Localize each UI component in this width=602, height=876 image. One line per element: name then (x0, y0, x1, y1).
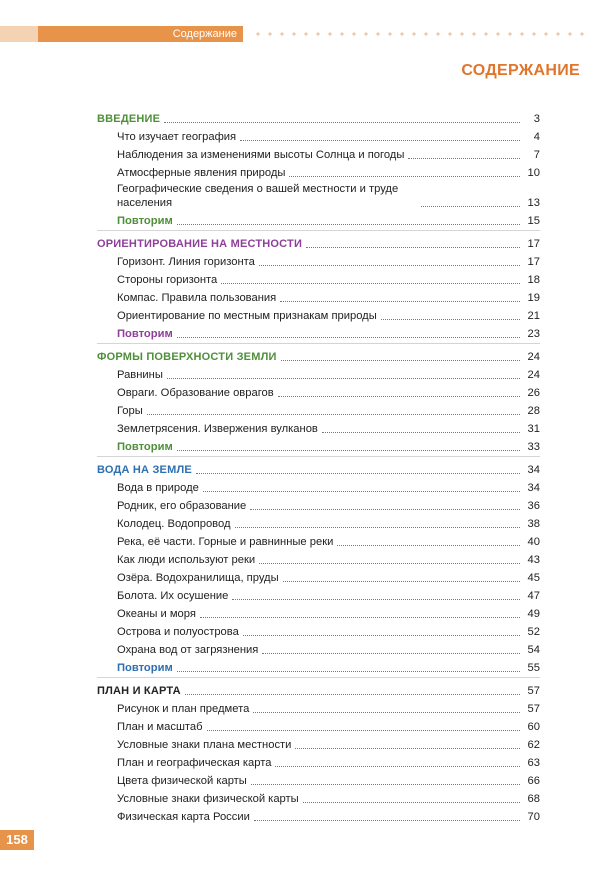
toc-entry[interactable] (97, 770, 540, 788)
dot-leader (240, 140, 520, 141)
toc-entry[interactable] (97, 269, 540, 287)
dot-leader (381, 319, 520, 320)
section-heading[interactable] (97, 680, 540, 698)
toc-entry-page: 7 (533, 149, 540, 161)
toc-entry-label: Землетрясения. Извержения вулканов (117, 423, 318, 435)
toc-entry[interactable] (97, 180, 540, 210)
section-heading[interactable] (97, 346, 540, 364)
section-heading-page: 3 (533, 113, 540, 125)
dot-leader (177, 224, 520, 225)
toc-entry[interactable] (97, 364, 540, 382)
toc-entry-page: 18 (527, 274, 540, 286)
toc-entry-page: 62 (527, 739, 540, 751)
dot-leader (232, 599, 520, 600)
table-of-contents (97, 106, 540, 826)
toc-entry-label: Компас. Правила пользования (117, 292, 277, 304)
review-entry-page: 15 (527, 215, 540, 227)
dot-leader (203, 491, 520, 492)
toc-entry[interactable] (97, 639, 540, 657)
dot-leader (281, 360, 520, 361)
dot-leader (280, 301, 520, 302)
section-heading-label: ПЛАН И КАРТА (97, 685, 181, 697)
toc-entry-label: План и масштаб (117, 721, 203, 733)
dot-leader (235, 527, 520, 528)
toc-entry-label: Вода в природе (117, 482, 199, 494)
toc-entry-page: 70 (527, 811, 540, 823)
dot-leader (243, 635, 520, 636)
toc-entry-page: 26 (527, 387, 540, 399)
toc-entry[interactable] (97, 788, 540, 806)
section-heading[interactable] (97, 459, 540, 477)
dot-leader (254, 820, 520, 821)
toc-entry-page: 43 (527, 554, 540, 566)
toc-entry-page: 10 (527, 167, 540, 179)
toc-entry[interactable] (97, 567, 540, 585)
toc-entry-page: 4 (533, 131, 540, 143)
toc-entry-label: План и географическая карта (117, 757, 272, 769)
section-heading-label: ОРИЕНТИРОВАНИЕ НА МЕСТНОСТИ (97, 238, 303, 250)
review-entry[interactable] (97, 657, 540, 675)
review-entry-label: Повторим (117, 328, 173, 340)
toc-entry[interactable] (97, 126, 540, 144)
dot-leader (207, 730, 520, 731)
dot-leader (147, 414, 520, 415)
toc-entry-page: 21 (527, 310, 540, 322)
toc-entry-page: 38 (527, 518, 540, 530)
toc-entry[interactable] (97, 698, 540, 716)
toc-entry-page: 40 (527, 536, 540, 548)
toc-entry-label: Горизонт. Линия горизонта (117, 256, 255, 268)
dot-leader (275, 766, 520, 767)
section-heading-page: 17 (527, 238, 540, 250)
toc-entry-page: 34 (527, 482, 540, 494)
toc-entry-label: Условные знаки физической карты (117, 793, 299, 805)
toc-entry-label: Охрана вод от загрязнения (117, 644, 259, 656)
toc-entry-label: Родник, его образование (117, 500, 247, 512)
toc-entry-page: 17 (527, 256, 540, 268)
toc-entry[interactable] (97, 585, 540, 603)
toc-entry[interactable] (97, 734, 540, 752)
toc-entry[interactable] (97, 531, 540, 549)
toc-entry-page: 45 (527, 572, 540, 584)
review-entry-page: 33 (527, 441, 540, 453)
toc-entry[interactable] (97, 382, 540, 400)
toc-entry-label: Равнины (117, 369, 163, 381)
section-heading-label: ФОРМЫ ПОВЕРХНОСТИ ЗЕМЛИ (97, 351, 277, 363)
toc-entry-page: 52 (527, 626, 540, 638)
toc-entry[interactable] (97, 716, 540, 734)
toc-entry[interactable] (97, 513, 540, 531)
dot-leader (253, 712, 520, 713)
section-heading-label: ВВЕДЕНИЕ (97, 113, 161, 125)
toc-entry-page: 31 (527, 423, 540, 435)
toc-entry[interactable] (97, 621, 540, 639)
toc-entry-page: 47 (527, 590, 540, 602)
dot-leader (262, 653, 520, 654)
toc-entry-page: 13 (527, 197, 540, 209)
dot-leader (306, 247, 520, 248)
section-heading-page: 24 (527, 351, 540, 363)
dot-leader (259, 265, 520, 266)
toc-section (97, 230, 540, 341)
section-heading[interactable] (97, 233, 540, 251)
toc-entry[interactable] (97, 477, 540, 495)
dot-leader (196, 473, 520, 474)
dot-leader (303, 802, 520, 803)
toc-entry-label: Атмосферные явления природы (117, 167, 286, 179)
running-title: Содержание (38, 26, 243, 42)
toc-entry-label: Горы (117, 405, 143, 417)
review-entry-label: Повторим (117, 441, 173, 453)
review-entry-label: Повторим (117, 215, 173, 227)
dot-leader (185, 694, 520, 695)
dot-leader (408, 158, 520, 159)
dot-leader (322, 432, 520, 433)
toc-section (97, 456, 540, 675)
toc-entry-page: 36 (527, 500, 540, 512)
toc-entry[interactable] (97, 287, 540, 305)
toc-entry-page: 54 (527, 644, 540, 656)
dot-leader (337, 545, 520, 546)
toc-entry-label: Физическая карта России (117, 811, 250, 823)
toc-entry-label: Океаны и моря (117, 608, 196, 620)
review-entry[interactable] (97, 323, 540, 341)
toc-entry-label: Болота. Их осушение (117, 590, 229, 602)
section-heading-label: ВОДА НА ЗЕМЛЕ (97, 464, 192, 476)
dot-leader (421, 206, 520, 207)
dot-leader (200, 617, 520, 618)
dot-leader (295, 748, 520, 749)
toc-entry-page: 60 (527, 721, 540, 733)
toc-entry-page: 19 (527, 292, 540, 304)
dot-leader (259, 563, 520, 564)
section-heading[interactable] (97, 108, 540, 126)
toc-entry-page: 57 (527, 703, 540, 715)
dot-leader (177, 671, 520, 672)
dot-leader (283, 581, 520, 582)
header-strip (0, 26, 602, 42)
toc-entry-page: 49 (527, 608, 540, 620)
toc-entry-label: Колодец. Водопровод (117, 518, 231, 530)
toc-entry-label: Что изучает география (117, 131, 237, 143)
dot-leader (167, 378, 520, 379)
header-accent-bar (0, 26, 38, 42)
dot-leader (278, 396, 520, 397)
toc-entry-page: 63 (527, 757, 540, 769)
toc-entry-label: Цвета физической карты (117, 775, 247, 787)
toc-entry-label: Условные знаки плана местности (117, 739, 292, 751)
dot-leader (177, 337, 520, 338)
toc-entry-label: Озёра. Водохранилища, пруды (117, 572, 279, 584)
toc-entry-label: Стороны горизонта (117, 274, 218, 286)
toc-entry-label: Наблюдения за изменениями высоты Солнца и погоды (117, 149, 405, 161)
toc-section (97, 343, 540, 454)
toc-section (97, 677, 540, 824)
toc-entry[interactable] (97, 162, 540, 180)
toc-entry[interactable] (97, 603, 540, 621)
toc-entry-label: Как люди используют реки (117, 554, 256, 566)
toc-entry[interactable] (97, 418, 540, 436)
toc-entry-page: 28 (527, 405, 540, 417)
toc-entry[interactable] (97, 806, 540, 824)
toc-entry-page: 68 (527, 793, 540, 805)
toc-entry-page: 24 (527, 369, 540, 381)
dot-leader (177, 450, 520, 451)
dot-leader (221, 283, 520, 284)
page-number: 158 (0, 830, 34, 850)
dot-leader (251, 784, 520, 785)
toc-entry[interactable] (97, 495, 540, 513)
section-heading-page: 34 (527, 464, 540, 476)
review-entry-page: 23 (527, 328, 540, 340)
dot-leader (289, 176, 520, 177)
review-entry[interactable] (97, 436, 540, 454)
dot-leader (164, 122, 520, 123)
toc-entry-label: Рисунок и план предмета (117, 703, 250, 715)
toc-entry[interactable] (97, 549, 540, 567)
toc-entry-label: Ориентирование по местным признакам природы (117, 310, 377, 322)
dot-leader (250, 509, 520, 510)
section-heading-page: 57 (527, 685, 540, 697)
toc-entry-label: Река, её части. Горные и равнинные реки (117, 536, 334, 548)
toc-entry-label: Острова и полуострова (117, 626, 239, 638)
toc-entry[interactable] (97, 752, 540, 770)
decorative-dots (252, 32, 592, 36)
toc-entry[interactable] (97, 400, 540, 418)
toc-section (97, 106, 540, 228)
toc-entry-label: Овраги. Образование оврагов (117, 387, 274, 399)
page-title: СОДЕРЖАНИЕ (461, 62, 580, 79)
toc-entry-label: Географические сведения о вашей местности и труде населения (117, 183, 399, 209)
toc-entry[interactable] (97, 144, 540, 162)
review-entry-label: Повторим (117, 662, 173, 674)
review-entry-page: 55 (527, 662, 540, 674)
toc-entry[interactable] (97, 305, 540, 323)
toc-entry[interactable] (97, 251, 540, 269)
toc-entry-page: 66 (527, 775, 540, 787)
review-entry[interactable] (97, 210, 540, 228)
